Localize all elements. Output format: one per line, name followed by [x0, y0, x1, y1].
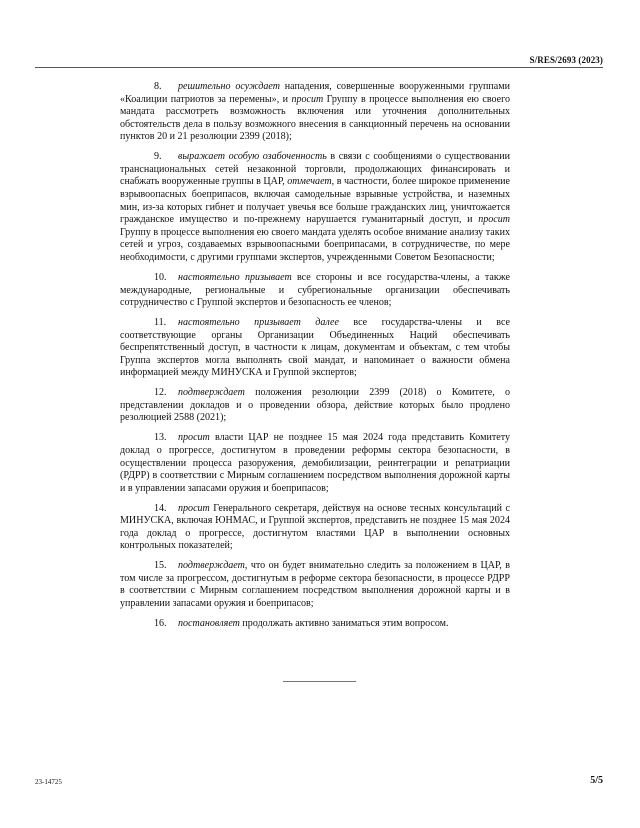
operative-paragraph-8: [120, 81, 510, 144]
operative-verb: настоятельно призывает далее: [178, 316, 339, 328]
operative-paragraph-14: [120, 503, 510, 553]
paragraph-text: , в частности, более широкое применение взрывоопасных боеприпасов, включая самодельные взрывные устройства, и наземных мин, из-за которых гибнет и получает увечья все больше гражданских лиц, уничтожается гражданское имущество и по-прежнему нарушается гуманитарный доступ, и: [120, 176, 510, 226]
paragraph-number: 15.: [154, 560, 167, 572]
operative-verb: подтверждает: [178, 387, 245, 399]
operative-verb: постановляет: [178, 617, 240, 629]
paragraph-text: Генерального секретаря, действуя на основе тесных консультаций с МИНУСКА, включая ЮНМАС, и Группой экспертов, представить не позднее 15 мая 2024 года доклад о прогрессе, достигнутом властями ЦАР в выполнении основных контрольных показателей;: [120, 502, 510, 552]
paragraph-number: 12.: [154, 387, 167, 399]
paragraph-text: , что он будет внимательно следить за положением в ЦАР, в том числе за прогрессом, достигнутым в реформе сектора безопасности, в процессе РДРР в соответствии с Мирным соглашением посредством выполнения дорожной карты и в управлении запасами оружия и боеприпасов;: [120, 560, 510, 610]
operative-paragraph-9: [120, 151, 510, 264]
paragraph-text: власти ЦАР не позднее 15 мая 2024 года представить Комитету доклад о прогрессе, достигнутом в проведении реформы сектора безопасности, в осуществлении процесса разоружения, демобилизации, реинтеграции и репатриации (РДРР) в соответствии с Мирным соглашением посредством выполнения дорожной карты и в управлении запасами оружия и боеприпасов;: [120, 432, 510, 494]
operative-verb: просит: [178, 502, 210, 514]
operative-verb: выражает особую озабоченность: [178, 151, 327, 163]
operative-paragraph-16: [120, 618, 510, 631]
paragraph-text: Группу в процессе выполнения ею своего мандата уделять особое внимание анализу таких сетей и угроз, создаваемых взрывоопасными боеприпасами, в сотрудничестве, по мере необходимости, с другими группами экспертов, учрежденными Советом Безопасности;: [120, 226, 510, 264]
paragraph-text: в связи с сообщениями о существовании транснациональных сетей незаконной торговли, продолжающих финансировать и снабжать вооруженные группы в ЦАР,: [120, 151, 510, 188]
header-divider: [35, 67, 603, 68]
resolution-body: [120, 81, 510, 638]
operative-paragraph-10: [120, 272, 510, 310]
paragraph-text: все государства-члены и все соответствующие органы Организации Объединенных Наций обеспечивать беспрепятственный доступ, в частности к лицам, документам и объектам, с тем чтобы Группа экспертов могла выполнять свой мандат, и напоминает о важности обмена информацией между МИНУСКА и Группой экспертов;: [120, 316, 510, 379]
paragraph-text: Группу в процессе выполнения ею своего мандата рассмотреть возможность включения или уточнения дополнительных обстоятельств дела в пользу возможного внесения в санкционный перечень на основании пунктов 20 и 21 резолюции 2399 (2018);: [120, 93, 510, 143]
paragraph-number: 14.: [154, 502, 167, 514]
paragraph-text: нападения, совершенные вооруженными группами «Коалиции патриотов за перемены», и: [120, 81, 510, 105]
paragraph-number: 13.: [154, 432, 167, 444]
paragraph-number: 9.: [154, 151, 162, 163]
operative-verb: отмечает: [287, 176, 332, 188]
end-of-document-rule: [283, 681, 356, 682]
operative-verb: настоятельно призывает: [178, 271, 292, 283]
paragraph-text: положения резолюции 2399 (2018) о Комитете, о представлении докладов и о проведении обзора, действие которых было продлено резолюцией 2588 (2021);: [120, 387, 510, 424]
operative-paragraph-13: [120, 432, 510, 495]
document-number: 23-14725: [35, 778, 62, 786]
operative-verb: решительно осуждает: [178, 81, 280, 92]
operative-verb: просит: [178, 432, 210, 444]
document-symbol: S/RES/2693 (2023): [529, 55, 603, 65]
operative-paragraph-15: [120, 560, 510, 610]
paragraph-number: 10.: [154, 271, 167, 283]
operative-verb: просит: [291, 93, 324, 105]
operative-verb: подтверждает: [178, 560, 245, 572]
paragraph-text: продолжать активно заниматься этим вопросом.: [239, 617, 449, 629]
paragraph-text: все стороны и все государства-члены, а также международные, региональные и субрегиональные организации обеспечивать сотрудничество с Группой экспертов и безопасность ее членов;: [120, 271, 510, 309]
operative-verb: просит: [478, 214, 510, 226]
operative-paragraph-12: [120, 387, 510, 425]
paragraph-number: 8.: [154, 81, 162, 92]
operative-paragraph-11: [120, 317, 510, 380]
page-number: 5/5: [590, 775, 603, 786]
paragraph-number: 16.: [154, 617, 167, 629]
paragraph-number: 11.: [154, 316, 167, 328]
